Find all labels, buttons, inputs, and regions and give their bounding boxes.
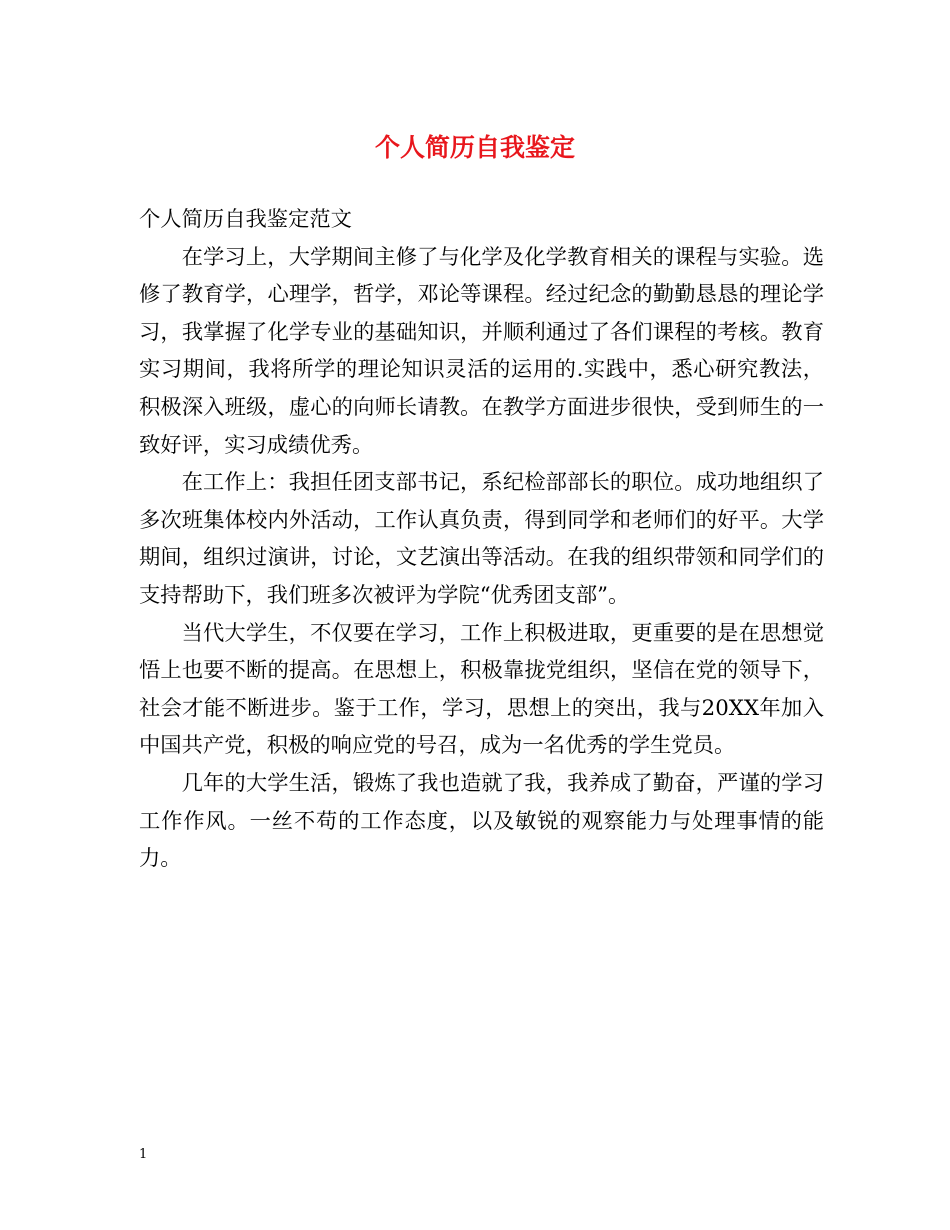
paragraph-study: 在学习上，大学期间主修了与化学及化学教育相关的课程与实验。选修了教育学，心理学，哲学，邓论等课程。经过纪念的勤勤恳恳的理论学习，我掌握了化学专业的基础知识，并顺利通过了各们课程的考核。教育实习期间，我将所学的理论知识灵活的运用的.实践中，悉心研究教法，积极深入班级，虚心的向师长请教。在教学方面进步很快，受到师生的一致好评，实习成绩优秀。 [139,244,824,458]
page-number: 1 [139,1147,148,1162]
paragraph-summary: 几年的大学生活，锻炼了我也造就了我，我养成了勤奋，严谨的学习工作作风。一丝不苟的工作态度，以及敏锐的观察能力与处理事情的能力。 [139,770,824,872]
document-subtitle: 个人简历自我鉴定范文 [139,207,352,232]
document-body [139,201,824,878]
paragraph-work: 在工作上：我担任团支部书记，系纪检部部长的职位。成功地组织了多次班集体校内外活动，工作认真负责，得到同学和老师们的好平。大学期间，组织过演讲，讨论，文艺演出等活动。在我的组织带领和同学们的支持帮助下，我们班多次被评为学院“优秀团支部”。 [139,470,824,608]
document-title: 个人简历自我鉴定 [374,133,575,162]
paragraph-ideology: 当代大学生，不仅要在学习，工作上积极进取，更重要的是在思想觉悟上也要不断的提高。在思想上，积极靠拢党组织，坚信在党的领导下，社会才能不断进步。鉴于工作，学习，思想上的突出，我与20XX年加入中国共产党，积极的响应党的号召，成为一名优秀的学生党员。 [139,620,824,759]
